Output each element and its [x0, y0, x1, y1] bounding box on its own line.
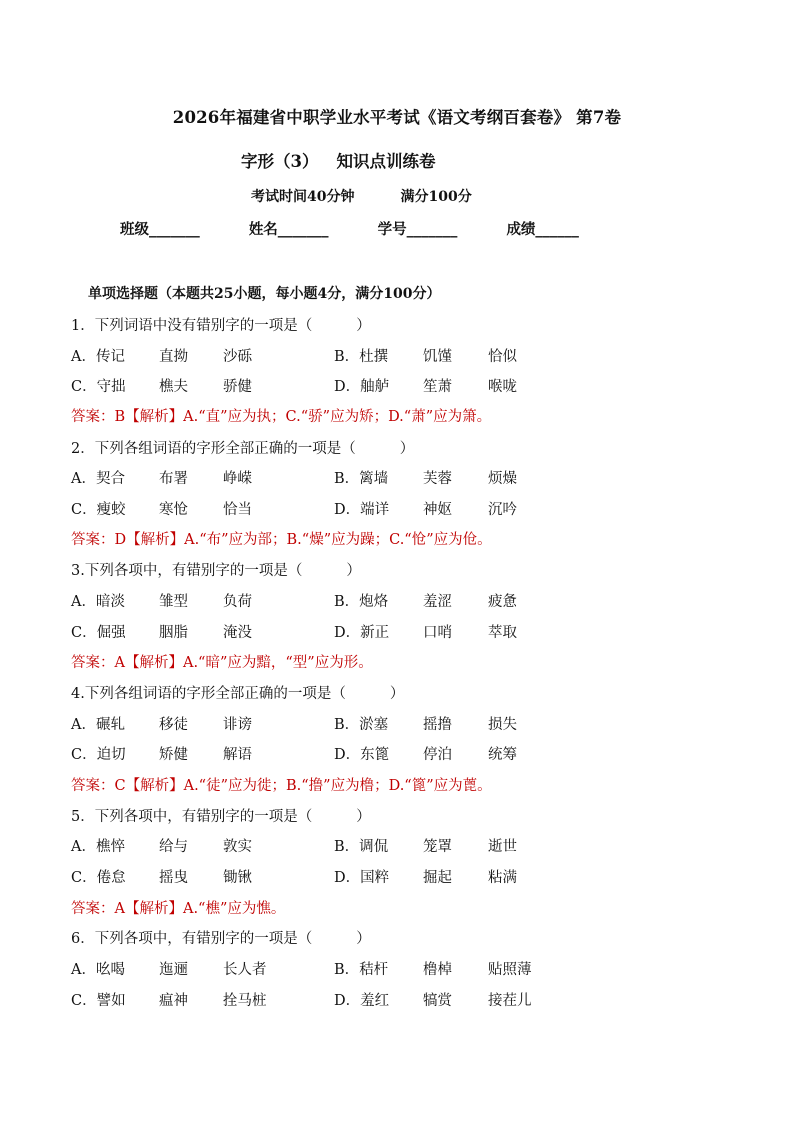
option-c: C．瘦蛟 — [71, 502, 126, 518]
option-b: B．调侃 — [334, 839, 389, 855]
exam-time: 考试时间40分钟 — [251, 189, 355, 205]
option-word: 迤逦 — [159, 962, 188, 978]
option-b: B．杜撰 — [334, 349, 389, 365]
option-word: 贴照薄 — [488, 962, 532, 978]
option-word: 摇曳 — [159, 870, 188, 886]
option-word: 布署 — [159, 471, 188, 487]
option-d: D．端详 — [334, 502, 390, 518]
section-title: 单项选择题（本题共25小题，每小题4分，满分100分） — [88, 286, 441, 302]
answer-explanation: 答案：A【解析】A.“樵”应为憔。 — [71, 901, 286, 917]
option-word: 锄锹 — [223, 870, 252, 886]
option-word: 胭脂 — [159, 625, 188, 641]
option-a: A．传记 — [71, 349, 125, 365]
option-word: 橹棹 — [423, 962, 452, 978]
option-word: 峥嵘 — [223, 471, 252, 487]
option-word: 喉咙 — [488, 379, 517, 395]
option-word: 沉吟 — [488, 502, 517, 518]
answer-explanation: 答案：D【解析】A.“布”应为部；B.“燥”应为躁；C.“怆”应为伧。 — [71, 532, 492, 548]
option-word: 恰似 — [488, 349, 517, 365]
option-c: C．守拙 — [71, 379, 126, 395]
option-word: 羞涩 — [423, 594, 452, 610]
answer-explanation: 答案：B【解析】A.“直”应为执；C.“骄”应为矫；D.“萧”应为箫。 — [71, 409, 492, 425]
option-a: A．吆喝 — [71, 962, 125, 978]
option-word: 粘满 — [488, 870, 517, 886]
question-stem: 6．下列各项中，有错别字的一项是（ ） — [71, 931, 371, 947]
option-word: 雏型 — [159, 594, 188, 610]
answer-explanation: 答案：A【解析】A.“暗”应为黯，“型”应为形。 — [71, 655, 373, 671]
document-title: 2026年福建省中职学业水平考试《语文考纲百套卷》 第7卷 — [172, 108, 622, 127]
option-word: 笼罩 — [423, 839, 452, 855]
option-word: 芙蓉 — [423, 471, 452, 487]
option-word: 诽谤 — [223, 717, 252, 733]
document-subtitle — [241, 148, 435, 172]
option-d: D．舳舻 — [334, 379, 390, 395]
option-word: 瘟神 — [159, 993, 188, 1009]
option-word: 饥馑 — [423, 349, 452, 365]
option-word: 疲惫 — [488, 594, 517, 610]
option-b: B．淤塞 — [334, 717, 389, 733]
option-word: 骄健 — [223, 379, 252, 395]
name-field: 姓名_______ — [248, 221, 329, 238]
option-b: B．篱墙 — [334, 471, 389, 487]
option-word: 长人者 — [223, 962, 267, 978]
option-word: 寒怆 — [159, 502, 188, 518]
student-id-field: 学号_______ — [377, 221, 458, 238]
question-stem: 2．下列各组词语的字形全部正确的一项是（ ） — [71, 441, 415, 457]
option-d: D．新正 — [334, 625, 390, 641]
option-word: 淹没 — [223, 625, 252, 641]
student-info-line — [120, 218, 579, 239]
option-c: C．迫切 — [71, 747, 126, 763]
score-field: 成绩______ — [506, 221, 579, 238]
question-stem: 1．下列词语中没有错别字的一项是（ ） — [71, 318, 371, 334]
option-a: A．樵悴 — [71, 839, 125, 855]
option-d: D．羞红 — [334, 993, 390, 1009]
option-word: 萃取 — [488, 625, 517, 641]
option-word: 移徒 — [159, 717, 188, 733]
option-word: 敦实 — [223, 839, 252, 855]
option-c: C．倔强 — [71, 625, 126, 641]
question-stem: 3.下列各项中，有错别字的一项是（ ） — [71, 563, 361, 579]
option-word: 停泊 — [423, 747, 452, 763]
option-word: 烦燥 — [488, 471, 517, 487]
option-b: B．秸杆 — [334, 962, 389, 978]
option-word: 恰当 — [223, 502, 252, 518]
option-b: B．炮烙 — [334, 594, 389, 610]
option-a: A．暗淡 — [71, 594, 125, 610]
option-a: A．碾轧 — [71, 717, 125, 733]
exam-info — [251, 186, 472, 206]
question-stem: 5．下列各项中，有错别字的一项是（ ） — [71, 809, 371, 825]
option-word: 拴马桩 — [223, 993, 267, 1009]
subtitle-topic: 字形（3） — [241, 152, 319, 171]
option-c: C．倦怠 — [71, 870, 126, 886]
class-field: 班级_______ — [120, 221, 200, 238]
option-c: C．譬如 — [71, 993, 126, 1009]
option-word: 神妪 — [423, 502, 452, 518]
option-word: 矫健 — [159, 747, 188, 763]
option-word: 统筹 — [488, 747, 517, 763]
option-word: 损失 — [488, 717, 517, 733]
full-score: 满分100分 — [400, 189, 472, 205]
option-word: 摇撸 — [423, 717, 452, 733]
option-word: 犒赏 — [423, 993, 452, 1009]
option-d: D．国粹 — [334, 870, 390, 886]
subtitle-kind: 知识点训练卷 — [336, 152, 436, 171]
option-word: 樵夫 — [159, 379, 188, 395]
option-word: 负荷 — [223, 594, 252, 610]
question-stem: 4.下列各组词语的字形全部正确的一项是（ ） — [71, 686, 405, 702]
answer-explanation: 答案：C【解析】A.“徒”应为徙；B.“撸”应为橹；D.“篦”应为蓖。 — [71, 778, 492, 794]
option-word: 给与 — [159, 839, 188, 855]
option-word: 笙萧 — [423, 379, 452, 395]
option-d: D．东篦 — [334, 747, 390, 763]
option-word: 解语 — [223, 747, 252, 763]
option-word: 掘起 — [423, 870, 452, 886]
option-word: 沙砾 — [223, 349, 252, 365]
option-word: 直拗 — [159, 349, 188, 365]
option-word: 逝世 — [488, 839, 517, 855]
option-a: A．契合 — [71, 471, 125, 487]
option-word: 口哨 — [423, 625, 452, 641]
option-word: 接茬儿 — [488, 993, 532, 1009]
